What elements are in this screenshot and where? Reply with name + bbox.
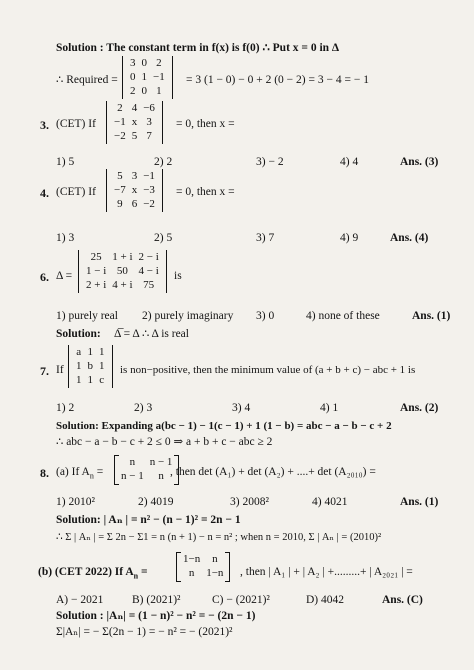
q6-solution-label: Solution: [56,328,101,340]
question-3-number: 3. [40,118,49,132]
q6-option-3: 3) 0 [256,310,275,322]
determinant-q6: 25 1 + i 2 − i 1 − i 50 4 − i 2 + i 4 + i 75 [78,250,167,293]
q3-option-4: 4) 4 [340,156,359,168]
q3-answer: Ans. (3) [400,156,439,168]
q6-option-1: 1) purely real [56,310,118,322]
q7-option-1: 1) 2 [56,402,75,414]
q3-option-2: 2) 2 [154,156,173,168]
q8a-option-1: 1) 2010² [56,496,95,508]
q7-answer: Ans. (2) [400,402,439,414]
q4-option-3: 3) 7 [256,232,275,244]
determinant-q4: 5 3 −1 −7 x −3 9 6 −2 [106,169,163,212]
q8a-solution-line1: Solution: | Aₙ | = n² − (n − 1)² = 2n − 1 [56,514,241,526]
q4-option-2: 2) 5 [154,232,173,244]
question-7-suffix: is non−positive, then the minimum value of (a + b + c) − abc + 1 is [120,364,416,376]
q4-option-1: 1) 3 [56,232,75,244]
question-8b-prefix: (b) (CET 2022) If $A_n$ = [38,566,148,581]
q8a-answer: Ans. (1) [400,496,439,508]
q8a-solution-line2: ∴ Σ | Aₙ | = Σ 2n − Σ1 = n (n + 1) − n = n² ; when n = 2010, Σ | Aₙ | = (2010)² [56,532,382,543]
question-6-number: 6. [40,270,49,284]
question-3-prefix: (CET) If [56,118,96,130]
question-8b-suffix: , then | A₁ | + | A₂ | +.........+ | A₂₀₂₁ | = [240,566,413,578]
q6-solution-text: Δ̅ = Δ ∴ Δ is real [114,328,189,340]
question-4-number: 4. [40,186,49,200]
question-6-prefix: Δ = [56,270,73,282]
q7-option-2: 2) 3 [134,402,153,414]
determinant-q7: a 1 1 1 b 1 1 1 c [68,345,113,388]
q8b-solution-line2: Σ|Aₙ| = − Σ(2n − 1) = − n² = − (2021)² [56,626,233,638]
q3-option-3: 3) − 2 [256,156,284,168]
q8b-option-d: D) 4042 [306,594,345,606]
q8b-option-b: B) (2021)² [132,594,181,606]
question-7-prefix: If [56,364,64,376]
matrix-q8a: n n − 1 n − 1 n [114,455,179,485]
q8a-option-3: 3) 2008² [230,496,269,508]
question-4-prefix: (CET) If [56,186,96,198]
required-label: ∴ Required = [56,74,118,86]
q8a-option-2: 2) 4019 [138,496,174,508]
q7-solution-line1: Solution: Expanding a(bc − 1) − 1(c − 1) + 1 (1 − b) = abc − a − b − c + 2 [56,420,392,432]
question-8a-suffix: , then det (A₁) + det (A₂) + ....+ det (A₂₀₁₀) = [170,466,376,478]
question-6-suffix: is [174,270,182,282]
q4-answer: Ans. (4) [390,232,429,244]
q4-option-4: 4) 9 [340,232,359,244]
determinant-q3: 2 4 −6 −1 x 3 −2 5 7 [106,101,163,144]
solution-constant-term: Solution : The constant term in f(x) is f(0) ∴ Put x = 0 in Δ [56,42,340,54]
question-7-number: 7. [40,364,49,378]
q8b-option-a: A) − 2021 [56,594,104,606]
question-3-suffix: = 0, then x = [176,118,235,130]
determinant-required: 3 0 2 0 1 −1 2 0 1 [122,56,173,99]
q3-option-1: 1) 5 [56,156,75,168]
q8a-option-4: 4) 4021 [312,496,348,508]
q7-option-3: 3) 4 [232,402,251,414]
q6-option-2: 2) purely imaginary [142,310,234,322]
q7-option-4: 4) 1 [320,402,339,414]
matrix-q8b: 1−n n n 1−n [176,552,230,582]
question-8-number: 8. [40,466,49,480]
q6-answer: Ans. (1) [412,310,451,322]
q6-option-4: 4) none of these [306,310,380,322]
question-4-suffix: = 0, then x = [176,186,235,198]
q8b-solution-line1: Solution : |Aₙ| = (1 − n)² − n² = − (2n − 1) [56,610,256,622]
q7-solution-line2: ∴ abc − a − b − c + 2 ≤ 0 ⇒ a + b + c − abc ≥ 2 [56,436,273,448]
q8b-answer: Ans. (C) [382,594,423,606]
required-result: = 3 (1 − 0) − 0 + 2 (0 − 2) = 3 − 4 = − 1 [186,74,369,86]
question-8a-prefix: (a) If $A_n$ = [56,466,104,481]
q8b-option-c: C) − (2021)² [212,594,270,606]
